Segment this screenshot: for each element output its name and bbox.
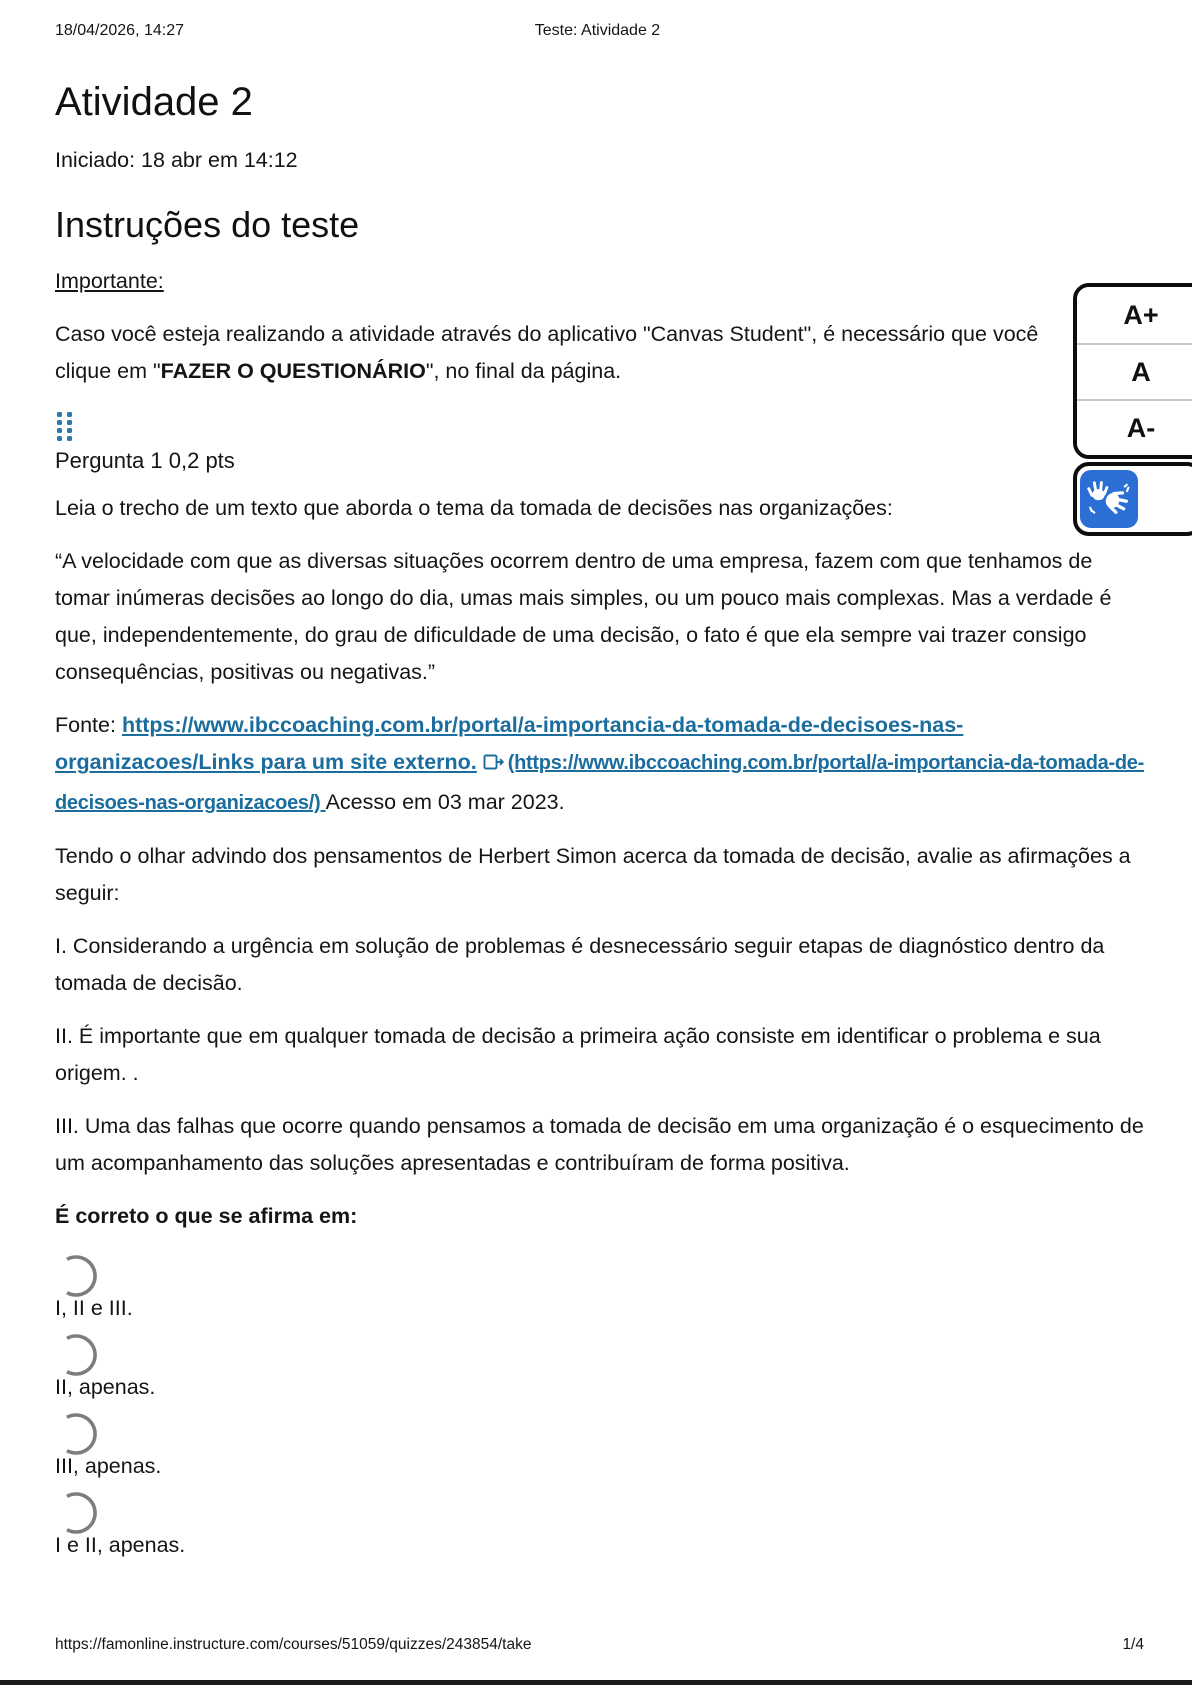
app-note-text-end: ", no final da página.: [425, 359, 622, 383]
answer-option-label[interactable]: II, apenas.: [55, 1375, 156, 1399]
answer-option-2[interactable]: [55, 1334, 1145, 1400]
footer-url: https://famonline.instructure.com/courses/51059/quizzes/243854/take: [55, 1636, 532, 1653]
quiz-title: Atividade 2: [55, 80, 253, 124]
footer-page-number: 1/4: [1122, 1636, 1144, 1653]
vlibras-button[interactable]: [1080, 470, 1138, 528]
answer-option-3[interactable]: [55, 1413, 1145, 1479]
answer-option-1[interactable]: [55, 1255, 1145, 1321]
affirmation-2: II. É importante que em qualquer tomada de decisão a primeira ação consiste em identificar o problema e sua origem. .: [55, 1024, 1101, 1085]
font-decrease-button[interactable]: A-: [1077, 399, 1192, 455]
question-header: Pergunta 1 0,2 pts: [55, 448, 235, 473]
vlibras-panel: [1073, 462, 1192, 536]
question-intro: Leia o trecho de um texto que aborda o tema da tomada de decisões nas organizações:: [55, 496, 893, 520]
radio-button-icon[interactable]: [55, 1255, 97, 1297]
source-link[interactable]: https://www.ibccoaching.com.br/portal/a-importancia-da-tomada-de-decisoes-nas-organizacoes/Links para um site externo.: [55, 713, 964, 774]
page-bottom-edge: [0, 1680, 1192, 1685]
print-datetime: 18/04/2026, 14:27: [55, 22, 185, 39]
answer-option-label[interactable]: I e II, apenas.: [55, 1533, 186, 1557]
radio-button-icon[interactable]: [55, 1334, 97, 1376]
radio-button-icon[interactable]: [55, 1413, 97, 1455]
print-document-title: Teste: Atividade 2: [534, 22, 661, 39]
sign-language-hands-icon: [1086, 477, 1132, 522]
app-note-text: Caso você esteja realizando a atividade através do aplicativo "Canvas Student", é necessário que você clique em ": [55, 322, 1039, 383]
external-link-icon: [483, 747, 504, 784]
app-note-paragraph: [55, 316, 1097, 390]
radio-button-icon[interactable]: [55, 1492, 97, 1534]
answer-option-label[interactable]: I, II e III.: [55, 1296, 133, 1320]
question-prompt: É correto o que se afirma em:: [55, 1204, 358, 1228]
app-note-bold-text: FAZER O QUESTIONÁRIO: [160, 359, 426, 383]
accessibility-font-panel: [1073, 283, 1192, 459]
affirmation-1: I. Considerando a urgência em solução de problemas é desnecessário seguir etapas de diagnóstico dentro da tomada de decisão.: [55, 934, 1105, 995]
font-increase-button[interactable]: A+: [1077, 287, 1192, 343]
quiz-content: [55, 46, 1145, 1571]
print-header: [55, 22, 1140, 44]
important-label: Importante:: [55, 269, 164, 293]
question-context: Tendo o olhar advindo dos pensamentos de Herbert Simon acerca da tomada de decisão, avalie as afirmações a seguir:: [55, 844, 1131, 905]
quiz-instructions-heading: Instruções do teste: [55, 204, 360, 245]
font-normal-button[interactable]: A: [1077, 343, 1192, 399]
question-drag-handle-icon[interactable]: [57, 412, 72, 441]
answer-option-label[interactable]: III, apenas.: [55, 1454, 162, 1478]
question-quote: “A velocidade com que as diversas situações ocorrem dentro de uma empresa, fazem com que tenhamos de tomar inúmeras decisões ao longo do dia, umas mais simples, ou um pouco mais complexas. Mas a verdade é que, independentemente, do grau de dificuldade de uma decisão, o fato é que ela sempre vai trazer consigo consequências, positivas ou negativas.”: [55, 549, 1112, 684]
source-label: Fonte:: [55, 713, 122, 737]
source-access-date: Acesso em 03 mar 2023.: [325, 790, 565, 814]
source-link-expanded[interactable]: (https://www.ibccoaching.com.br/portal/a-importancia-da-tomada-de-decisoes-nas-organizacoes/): [55, 752, 1144, 814]
affirmation-3: III. Uma das falhas que ocorre quando pensamos a tomada de decisão em uma organização é o esquecimento de um acompanhamento das soluções apresentadas e contribuíram de forma positiva.: [55, 1114, 1144, 1175]
answer-option-4[interactable]: [55, 1492, 1145, 1558]
answer-options: [55, 1255, 1145, 1558]
quiz-started-timestamp: Iniciado: 18 abr em 14:12: [55, 148, 298, 172]
question-source-paragraph: [55, 707, 1145, 822]
